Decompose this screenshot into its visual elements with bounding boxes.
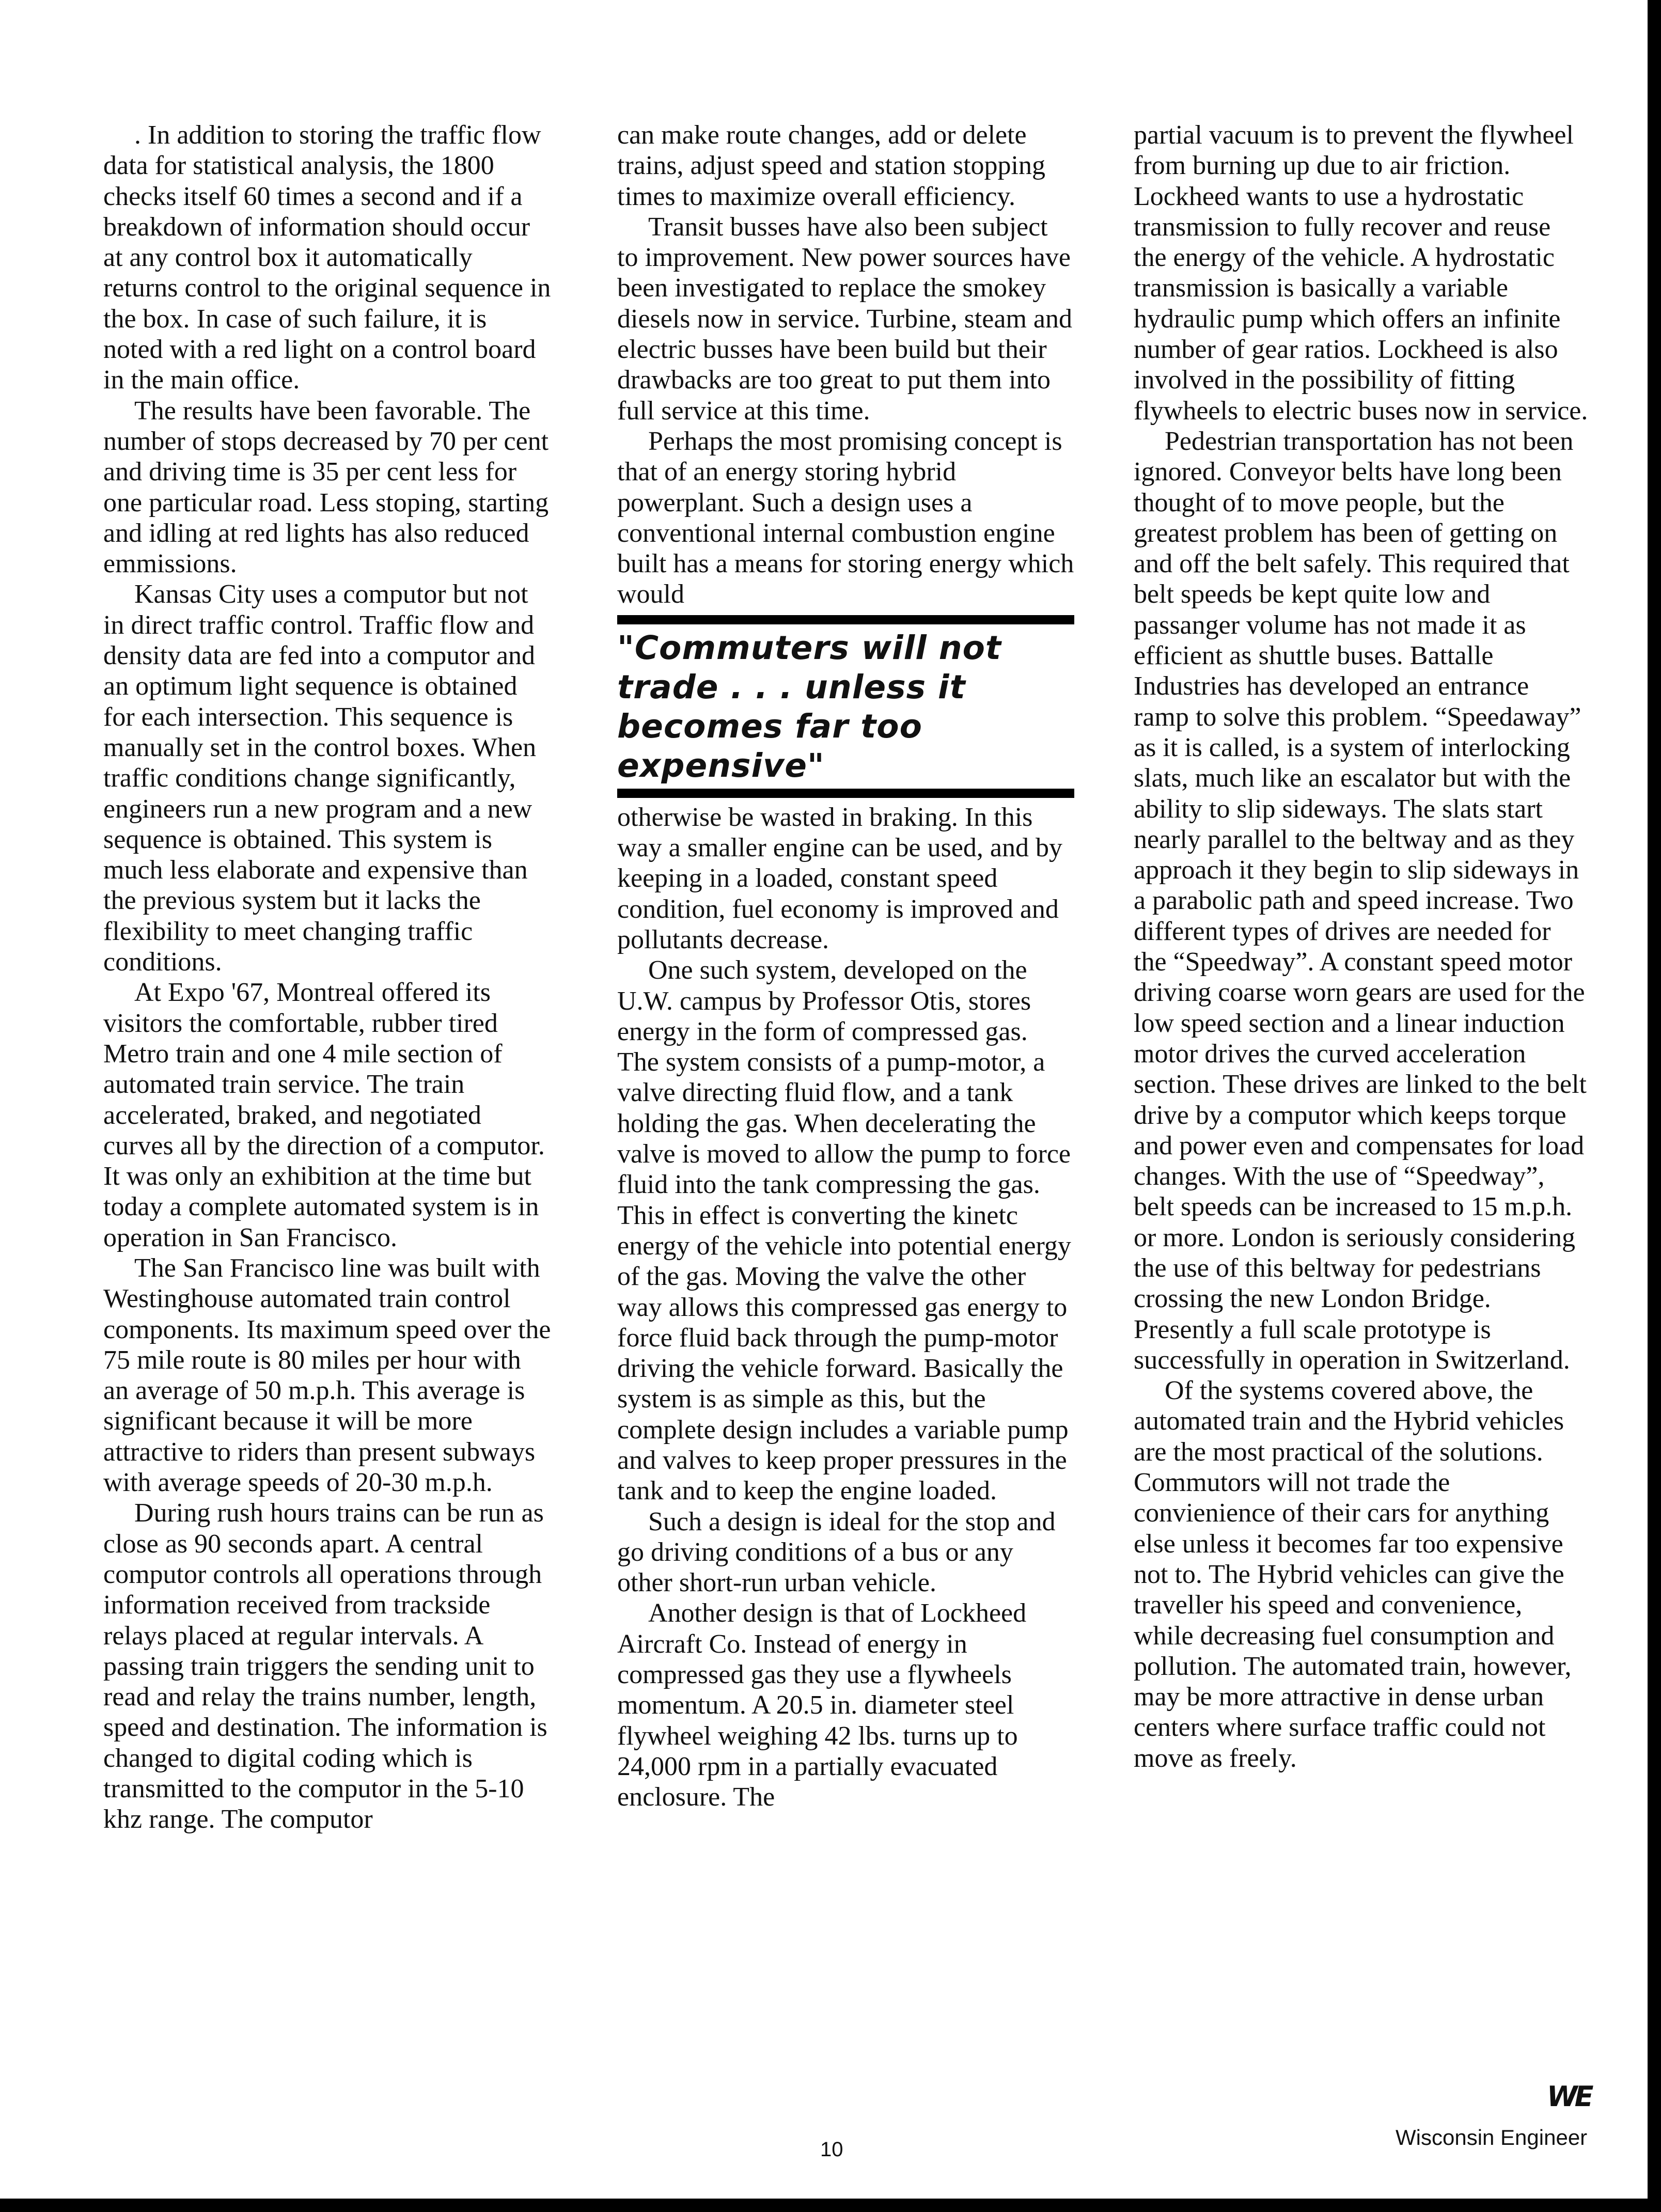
paragraph: Of the systems covered above, the automated train and the Hybrid vehicles are the most practical of the solutions. Commutors will not trade the convienience of their cars for anything else unless it becomes far too expensive not to. The Hybrid vehicles can give the traveller his speed and convenience, while decreasing fuel consumption and pollution. The automated train, however, may be more attractive in dense urban centers where surface traffic could not move as freely.	[1134, 1376, 1572, 1773]
pull-quote-line: "Commuters will not	[617, 629, 1001, 667]
magazine-name: Wisconsin Engineer	[1396, 2125, 1588, 2150]
paragraph: Pedestrian transportation has not been ignored. Conveyor belts have long been thought of to move people, but the greatest problem has been of getting on and off the belt safely. This required that belt speeds be kept quite low and passanger volume has not made it as efficient as shuttle buses. Battalle Industries has developed an entrance ramp to solve this problem. “Speedaway” as it is called, is a system of interlocking slats, much like an escalator but with the ability to slip sideways. The slats start nearly parallel to the beltway and as they approach it they begin to slip sideways in a parabolic path and speed increase. Two different types of drives are needed for the “Speedway”. A constant speed motor driving coarse worn gears are used for the low speed section and a linear induction motor drives the curved acceleration section. These drives are linked to the belt drive by a computor which keeps torque and power even and compensates for load changes. With the use of “Speedway”, belt speeds can be increased to 15 m.p.h. or more. London is seriously considering the use of this beltway for pedestrians crossing the new London Bridge. Presently a full scale prototype is successfully in operation in Switzerland.	[1134, 426, 1587, 1375]
article-column-2	[617, 120, 1074, 1813]
paragraph: can make route changes, add or delete trains, adjust speed and station stopping times to maximize overall efficiency.	[617, 120, 1046, 211]
article-column-3	[1134, 120, 1588, 1774]
paragraph: The San Francisco line was built with Westinghouse automated train control components. Its maximum speed over the 75 mile route is 80 miles per hour with an average of 50 m.p.h. This average is significant because it will be more attractive to riders than present subways with average speeds of 20-30 m.p.h.	[103, 1253, 551, 1498]
paragraph: Such a design is ideal for the stop and go driving conditions of a bus or any other short-run urban vehicle.	[617, 1507, 1056, 1598]
article-column-1	[103, 120, 553, 1835]
page-number: 10	[820, 2138, 843, 2161]
paragraph: One such system, developed on the U.W. campus by Professor Otis, stores energy in the form of compressed gas. The system consists of a pump-motor, a valve directing fluid flow, and a tank holding the gas. When decelerating the valve is moved to allow the pump to force fluid into the tank compressing the gas. This in effect is converting the kinetc energy of the vehicle into potential energy of the gas. Moving the valve the other way allows this compressed gas energy to force fluid back through the pump-motor driving the vehicle forward. Basically the system is as simple as this, but the complete design includes a variable pump and valves to keep proper pressures in the tank and to keep the engine loaded.	[617, 955, 1071, 1506]
pull-quote-line: expensive"	[617, 746, 825, 785]
paragraph: Perhaps the most promising concept is that of an energy storing hybrid powerplant. Such a design uses a conventional internal combustion engine built has a means for storing energy which would	[617, 426, 1074, 609]
page-edge-right	[1648, 0, 1661, 2212]
pull-quote-line: becomes far too	[617, 707, 922, 745]
paragraph: partial vacuum is to prevent the flywheel from burning up due to air friction. Lockheed wants to use a hydrostatic transmission to fully recover and reuse the energy of the vehicle. A hydrostatic transmission is basically a variable hydraulic pump which offers an infinite number of gear ratios. Lockheed is also involved in the possibility of fitting flywheels to electric buses now in service.	[1134, 120, 1588, 426]
paragraph: At Expo '67, Montreal offered its visitors the comfortable, rubber tired Metro train and one 4 mile section of automated train service. The train accelerated, braked, and negotiated curves all by the direction of a computor. It was only an exhibition at the time but today a complete automated system is in operation in San Francisco.	[103, 978, 545, 1252]
paragraph: During rush hours trains can be run as close as 90 seconds apart. A central computor controls all operations through information received from trackside relays placed at regular intervals. A passing train triggers the sending unit to read and relay the trains number, length, speed and destination. The information is changed to digital coding which is transmitted to the computor in the 5-10 khz range. The computor	[103, 1498, 547, 1834]
page-edge-bottom	[0, 2199, 1661, 2212]
pull-quote	[617, 615, 1074, 798]
paragraph: The results have been favorable. The number of stops decreased by 70 per cent and driving time is 35 per cent less for one particular road. Less stoping, starting and idling at red lights has also reduced emmissions.	[103, 396, 549, 579]
paragraph: . In addition to storing the traffic flow data for statistical analysis, the 1800 checks itself 60 times a second and if a breakdown of information should occur at any control box it automatically returns control to the original sequence in the box. In case of such failure, it is noted with a red light on a control board in the main office.	[103, 120, 551, 395]
paragraph: Transit busses have also been subject to improvement. New power sources have been investigated to replace the smokey diesels now in service. Turbine, steam and electric busses have been build but their drawbacks are too great to put them into full service at this time.	[617, 212, 1072, 426]
we-logo: WE	[1547, 2080, 1591, 2113]
paragraph: otherwise be wasted in braking. In this way a smaller engine can be used, and by keeping in a loaded, constant speed condition, fuel economy is improved and pollutants decrease.	[617, 802, 1063, 954]
paragraph: Another design is that of Lockheed Aircraft Co. Instead of energy in compressed gas they use a flywheels momentum. A 20.5 in. diameter steel flywheel weighing 42 lbs. turns up to 24,000 rpm in a partially evacuated enclosure. The	[617, 1598, 1027, 1812]
paragraph: Kansas City uses a computor but not in direct traffic control. Traffic flow and density data are fed into a computor and an optimum light sequence is obtained for each intersection. This sequence is manually set in the control boxes. When traffic conditions change significantly, engineers run a new program and a new sequence is obtained. This system is much less elaborate and expensive than the previous system but it lacks the flexibility to meet changing traffic conditions.	[103, 579, 537, 977]
pull-quote-line: trade . . . unless it	[617, 668, 966, 706]
